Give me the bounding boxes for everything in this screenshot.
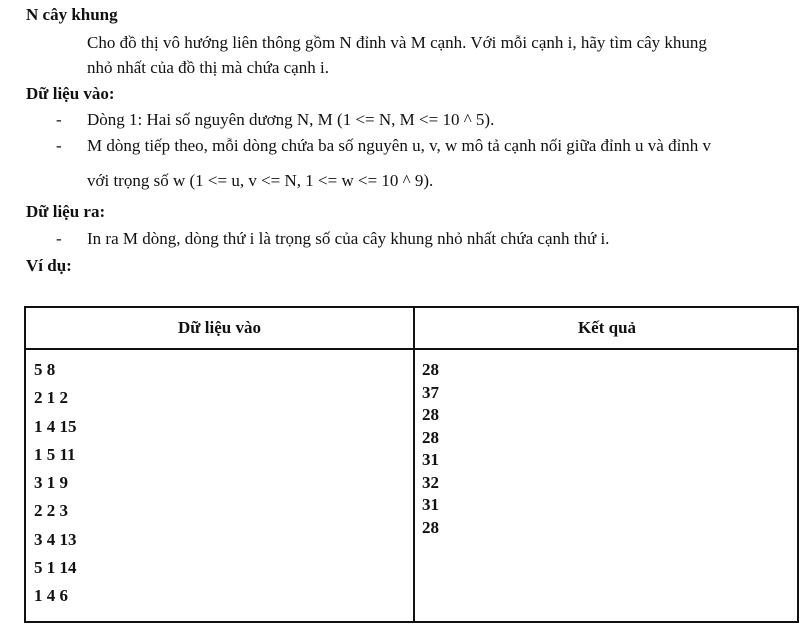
input-line: 3 1 9 [34, 473, 68, 493]
input-line: 5 1 14 [34, 558, 77, 578]
output-line: 28 [422, 517, 439, 537]
output-line: 37 [422, 382, 439, 402]
description-line-2: nhỏ nhất của đồ thị mà chứa cạnh i. [87, 58, 329, 77]
bullet-dash: - [56, 229, 62, 248]
example-table [24, 306, 799, 623]
output-heading: Dữ liệu ra: [26, 202, 106, 221]
header-output: Kết quả [577, 318, 637, 337]
header-divider [26, 348, 797, 350]
output-line: 28 [422, 427, 439, 447]
bullet-dash: - [56, 136, 62, 155]
input-line: 3 4 13 [34, 529, 77, 549]
input-line: 5 8 [34, 360, 56, 379]
input-bullet-1: Dòng 1: Hai số nguyên dương N, M (1 <= N, M <= 10 ^ 5). [87, 110, 495, 129]
input-heading: Dữ liệu vào: [26, 84, 115, 103]
input-line: 1 5 11 [34, 444, 76, 464]
output-line: 31 [422, 495, 439, 514]
column-divider [413, 308, 415, 621]
input-bullet-2-continuation: với trọng số w (1 <= u, v <= N, 1 <= w <= 10 ^ 9). [87, 171, 434, 190]
output-line: 28 [422, 360, 439, 379]
bullet-dash: - [56, 110, 62, 129]
output-line: 31 [422, 450, 439, 469]
input-column [34, 360, 77, 615]
input-line: 1 4 6 [34, 586, 68, 606]
header-input: Dữ liệu vào [178, 318, 261, 337]
description-line-1: Cho đồ thị vô hướng liên thông gồm N đỉnh và M cạnh. Với mỗi cạnh i, hãy tìm cây khung [87, 33, 707, 52]
input-bullet-2: M dòng tiếp theo, mỗi dòng chứa ba số nguyên u, v, w mô tả cạnh nối giữa đỉnh u và đỉnh v [87, 136, 712, 155]
input-line: 1 4 15 [34, 416, 77, 436]
output-line: 32 [422, 472, 439, 492]
output-line: 28 [422, 405, 439, 424]
problem-title: N cây khung [26, 5, 118, 24]
output-column [422, 360, 439, 540]
input-line: 2 2 3 [34, 501, 68, 521]
input-line: 2 1 2 [34, 388, 68, 408]
example-heading: Ví dụ: [26, 256, 72, 275]
output-bullet-1: In ra M dòng, dòng thứ i là trọng số của cây khung nhỏ nhất chứa cạnh thứ i. [87, 229, 610, 248]
